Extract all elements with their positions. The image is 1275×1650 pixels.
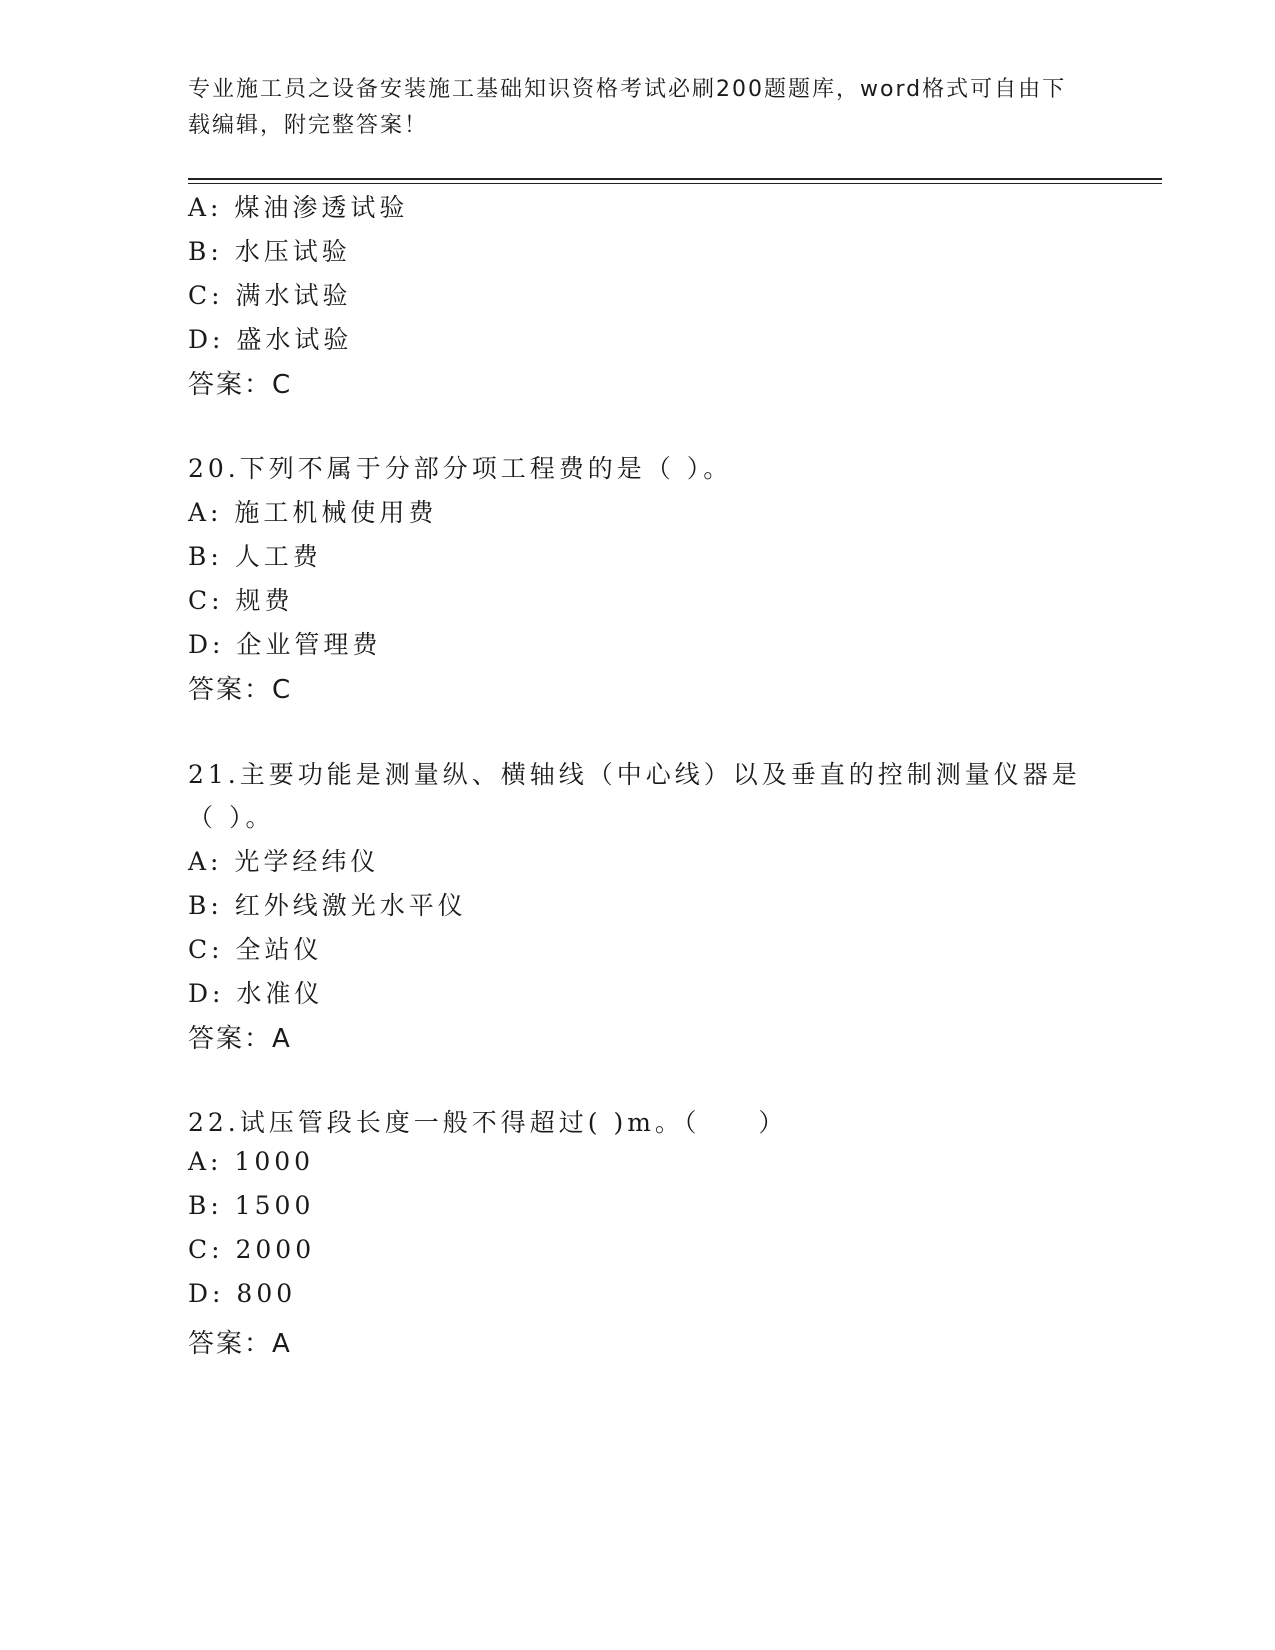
q19-option-d: D: 盛水试验 <box>188 325 353 354</box>
q21-question-line2: （ ）。 <box>188 803 275 832</box>
q21-answer: 答案：A <box>188 1024 292 1054</box>
q20-option-b: B: 人工费 <box>188 542 322 571</box>
q21-option-a: A: 光学经纬仪 <box>188 847 380 876</box>
header-divider-thin <box>188 183 1162 184</box>
q22-answer: 答案：A <box>188 1329 292 1359</box>
q22-option-c: C: 2000 <box>188 1235 316 1264</box>
q21-option-d: D: 水准仪 <box>188 979 324 1008</box>
q20-option-c: C: 规费 <box>188 586 294 615</box>
q21-question-line1: 21.主要功能是测量纵、横轴线（中心线）以及垂直的控制测量仪器是 <box>188 760 1081 789</box>
q20-question: 20.下列不属于分部分项工程费的是（ ）。 <box>188 454 733 483</box>
q19-option-a: A: 煤油渗透试验 <box>188 193 409 222</box>
document-title: 专业施工员之设备安装施工基础知识资格考试必刷200题题库，word格式可自由下载编辑，附完整答案！ <box>188 77 1067 138</box>
q21-option-b: B: 红外线激光水平仪 <box>188 891 467 920</box>
q21-option-c: C: 全站仪 <box>188 935 323 964</box>
q22-option-b: B: 1500 <box>188 1191 315 1220</box>
q22-question: 22.试压管段长度一般不得超过( )m。（ ） <box>188 1108 788 1137</box>
q20-option-a: A: 施工机械使用费 <box>188 498 438 527</box>
q22-option-a: A: 1000 <box>188 1147 315 1176</box>
q22-option-d: D: 800 <box>188 1279 297 1308</box>
q19-answer: 答案：C <box>188 370 293 400</box>
q20-option-d: D: 企业管理费 <box>188 630 382 659</box>
q20-answer: 答案：C <box>188 675 293 705</box>
q19-option-b: B: 水压试验 <box>188 237 351 266</box>
q19-option-c: C: 满水试验 <box>188 281 352 310</box>
header-divider-thick <box>188 178 1162 180</box>
